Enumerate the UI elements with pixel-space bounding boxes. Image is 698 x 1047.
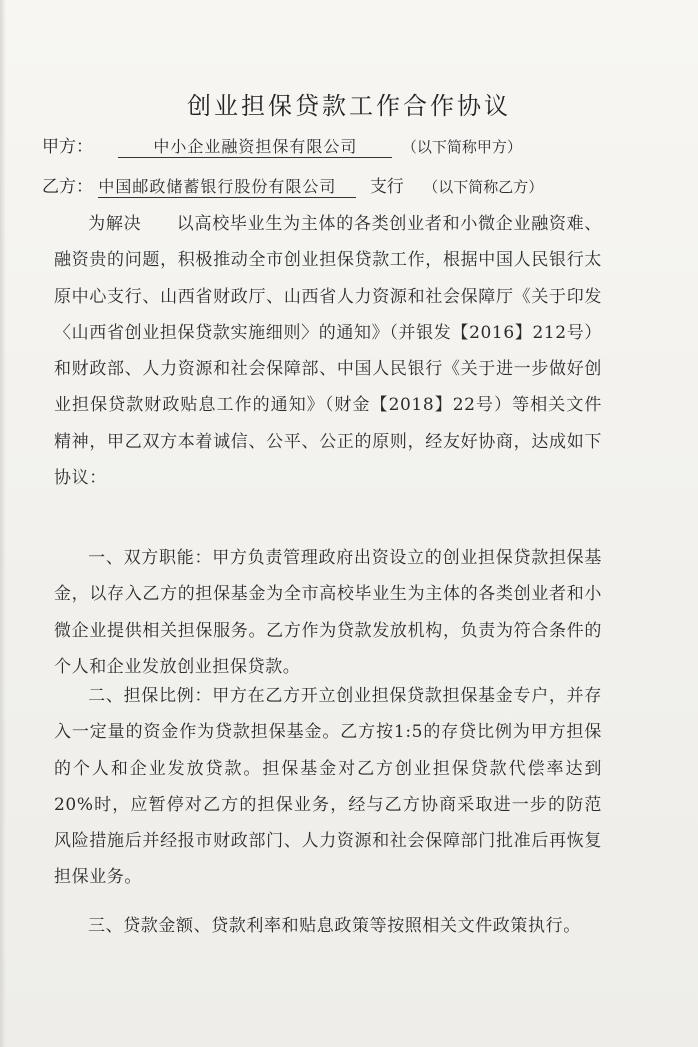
section-1-paragraph — [54, 540, 602, 685]
party-b-label: 乙方： — [42, 177, 93, 197]
section-3-text: 三、贷款金额、贷款利率和贴息政策等按照相关文件政策执行。 — [88, 916, 581, 936]
page-edge-shadow — [0, 0, 6, 1047]
document-title: 创业担保贷款工作合作协议 — [187, 92, 511, 120]
party-b-line — [42, 172, 543, 198]
party-a-line — [42, 132, 522, 158]
party-a-label: 甲方： — [42, 137, 93, 157]
section-2-paragraph — [54, 678, 602, 896]
section-3-paragraph — [54, 908, 602, 944]
intro-paragraph — [54, 206, 602, 496]
party-b-name: 中国邮政储蓄银行股份有限公司 — [98, 174, 356, 198]
section-1-text: 一、双方职能：甲方负责管理政府出资设立的创业担保贷款担保基金，以存入乙方的担保基金为全市高校毕业生为主体的各类创业者和小微企业提供相关担保服务。乙方作为贷款发放机构，负责为符合条件的个人和企业发放创业担保贷款。 — [54, 548, 602, 677]
party-a-name: 中小企业融资担保有限公司 — [118, 134, 392, 158]
section-2-text: 二、担保比例：甲方在乙方开立创业担保贷款担保基金专户，并存入一定量的资金作为贷款担保基金。乙方按1:5的存贷比例为甲方担保的个人和企业发放贷款。担保基金对乙方创业担保贷款代偿率达到20%时，应暂停对乙方的担保业务，经与乙方协商采取进一步的防范风险措施后并经报市财政部门、人力资源和社会保障部门批准后再恢复担保业务。 — [54, 686, 602, 888]
party-a-suffix: （以下简称甲方） — [401, 138, 522, 156]
party-b-branch: 支行 — [369, 177, 404, 197]
party-b-suffix: （以下简称乙方） — [423, 178, 544, 196]
intro-text: 为解决 以高校毕业生为主体的各类创业者和小微企业融资难、融资贵的问题，积极推动全市创业担保贷款工作，根据中国人民银行太原中心支行、山西省财政厅、山西省人力资源和社会保障厅《关于印发〈山西省创业担保贷款实施细则〉的通知》（并银发【2016】212号）和财政部、人力资源和社会保障部、中国人民银行《关于进一步做好创业担保贷款财政贴息工作的通知》（财金【2018】22号）等相关文件精神，甲乙双方本着诚信、公平、公正的原则，经友好协商，达成如下协议： — [54, 214, 602, 489]
